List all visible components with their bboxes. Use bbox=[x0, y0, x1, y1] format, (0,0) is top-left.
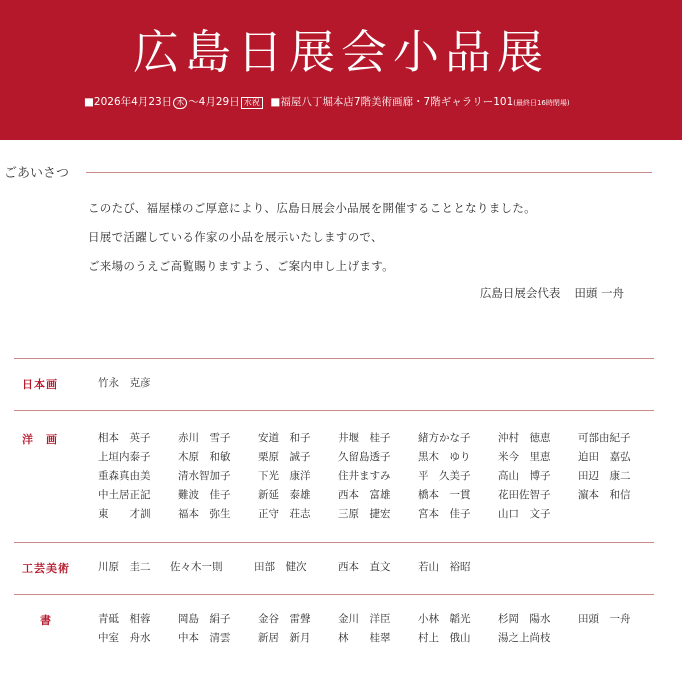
artist-name: 濵本 和信 bbox=[578, 489, 631, 501]
artist-name: 金川 洋臣 bbox=[338, 613, 391, 625]
artist-name: 平 久美子 bbox=[418, 470, 471, 482]
artist-name: 花田佐智子 bbox=[498, 489, 551, 501]
artist-name: 青砥 相蓉 bbox=[98, 613, 151, 625]
artist-name: 米今 里恵 bbox=[498, 451, 551, 463]
artist-list-sho bbox=[98, 612, 658, 646]
artist-name: 上垣内泰子 bbox=[98, 451, 151, 463]
artist-name: 高山 博子 bbox=[498, 470, 551, 482]
artist-name: 可部由紀子 bbox=[578, 432, 631, 444]
artist-name: 湯之上尚枝 bbox=[498, 632, 551, 644]
date-end: 〜4月29日 bbox=[188, 96, 240, 108]
header-banner bbox=[0, 0, 682, 140]
artist-name: 佐々木一則 bbox=[170, 561, 223, 573]
greeting-heading: ごあいさつ bbox=[4, 166, 70, 181]
artist-name: 重森真由美 bbox=[98, 470, 151, 482]
artist-name: 福本 弥生 bbox=[178, 508, 231, 520]
artist-name: 田頭 一舟 bbox=[578, 613, 631, 625]
section-divider bbox=[14, 594, 654, 595]
section-label-sho: 書 bbox=[40, 614, 52, 627]
section-divider bbox=[14, 358, 654, 359]
section-divider bbox=[14, 410, 654, 411]
artist-name: 東 才訓 bbox=[98, 508, 151, 520]
artist-name: 若山 裕昭 bbox=[418, 561, 471, 573]
artist-name: 中室 舟水 bbox=[98, 632, 151, 644]
artist-name: 相本 英子 bbox=[98, 432, 151, 444]
artist-name: 栗原 誠子 bbox=[258, 451, 311, 463]
artist-list-nihonga bbox=[98, 376, 658, 391]
artist-name: 竹永 克彦 bbox=[98, 377, 151, 389]
artist-name: 金谷 雷聲 bbox=[258, 613, 311, 625]
signature-title: 広島日展会代表 bbox=[479, 286, 561, 300]
signature-name: 田頭 一舟 bbox=[574, 286, 624, 300]
signature bbox=[466, 285, 624, 301]
artist-name: 沖村 徳恵 bbox=[498, 432, 551, 444]
date-start: ■2026年4月23日 bbox=[84, 96, 173, 108]
exhibition-title: 広島日展会小品展 bbox=[133, 25, 549, 79]
artist-name: 住井ますみ bbox=[338, 470, 391, 482]
artist-name: 新延 泰雄 bbox=[258, 489, 311, 501]
artist-list-kogei bbox=[98, 560, 658, 575]
artist-name: 黒木 ゆり bbox=[418, 451, 471, 463]
artist-name: 村上 俄山 bbox=[418, 632, 471, 644]
artist-name: 久留島透子 bbox=[338, 451, 391, 463]
artist-name: 木原 和敏 bbox=[178, 451, 231, 463]
section-label-kogei: 工芸美術 bbox=[22, 562, 70, 575]
greeting-line: 日展で活躍している作家の小品を展示いたしますので、 bbox=[88, 230, 383, 244]
artist-name: 宮本 佳子 bbox=[418, 508, 471, 520]
artist-name: 安道 和子 bbox=[258, 432, 311, 444]
greeting-line: ご来場のうえご高覧賜りますよう、ご案内申し上げます。 bbox=[88, 259, 394, 273]
artist-name: 林 桂翠 bbox=[338, 632, 391, 644]
weekday-badge-end: 水祝 bbox=[241, 97, 263, 109]
artist-name: 迫田 嘉弘 bbox=[578, 451, 631, 463]
artist-name: 中本 清雲 bbox=[178, 632, 231, 644]
artist-name: 橋本 一貫 bbox=[418, 489, 471, 501]
exhibition-info bbox=[84, 95, 644, 110]
artist-name: 赤川 雪子 bbox=[178, 432, 231, 444]
artist-name: 山口 文子 bbox=[498, 508, 551, 520]
artist-name: 田部 健次 bbox=[254, 561, 307, 573]
greeting-text bbox=[88, 198, 648, 285]
artist-name: 新居 新月 bbox=[258, 632, 311, 644]
weekday-badge-start: 木 bbox=[173, 97, 187, 109]
artist-name: 緒方かな子 bbox=[418, 432, 471, 444]
artist-name: 難波 佳子 bbox=[178, 489, 231, 501]
artist-name: 川原 圭二 bbox=[98, 561, 151, 573]
artist-name: 杉岡 陽水 bbox=[498, 613, 551, 625]
artist-name: 小林 韜光 bbox=[418, 613, 471, 625]
artist-name: 下光 康洋 bbox=[258, 470, 311, 482]
artist-name: 中土居正記 bbox=[98, 489, 151, 501]
greeting-line: このたび、福屋様のご厚意により、広島日展会小品展を開催することとなりました。 bbox=[88, 201, 536, 215]
artist-name: 田辺 康二 bbox=[578, 470, 631, 482]
artist-name: 井堰 桂子 bbox=[338, 432, 391, 444]
section-label-nihonga: 日本画 bbox=[22, 378, 58, 391]
artist-name: 正守 荘志 bbox=[258, 508, 311, 520]
closing-note: (最終日16時閉場) bbox=[513, 99, 570, 107]
artist-name: 西本 直文 bbox=[338, 561, 391, 573]
venue: ■福屋八丁堀本店7階美術画廊・7階ギャラリー101 bbox=[270, 96, 514, 108]
artist-name: 清水智加子 bbox=[178, 470, 231, 482]
artist-name: 西本 富雄 bbox=[338, 489, 391, 501]
artist-list-yoga bbox=[98, 431, 658, 522]
section-divider bbox=[14, 542, 654, 543]
greeting-divider bbox=[86, 172, 652, 173]
artist-name: 三原 捷宏 bbox=[338, 508, 391, 520]
section-label-yoga: 洋 画 bbox=[22, 433, 58, 446]
artist-name: 岡島 絹子 bbox=[178, 613, 231, 625]
